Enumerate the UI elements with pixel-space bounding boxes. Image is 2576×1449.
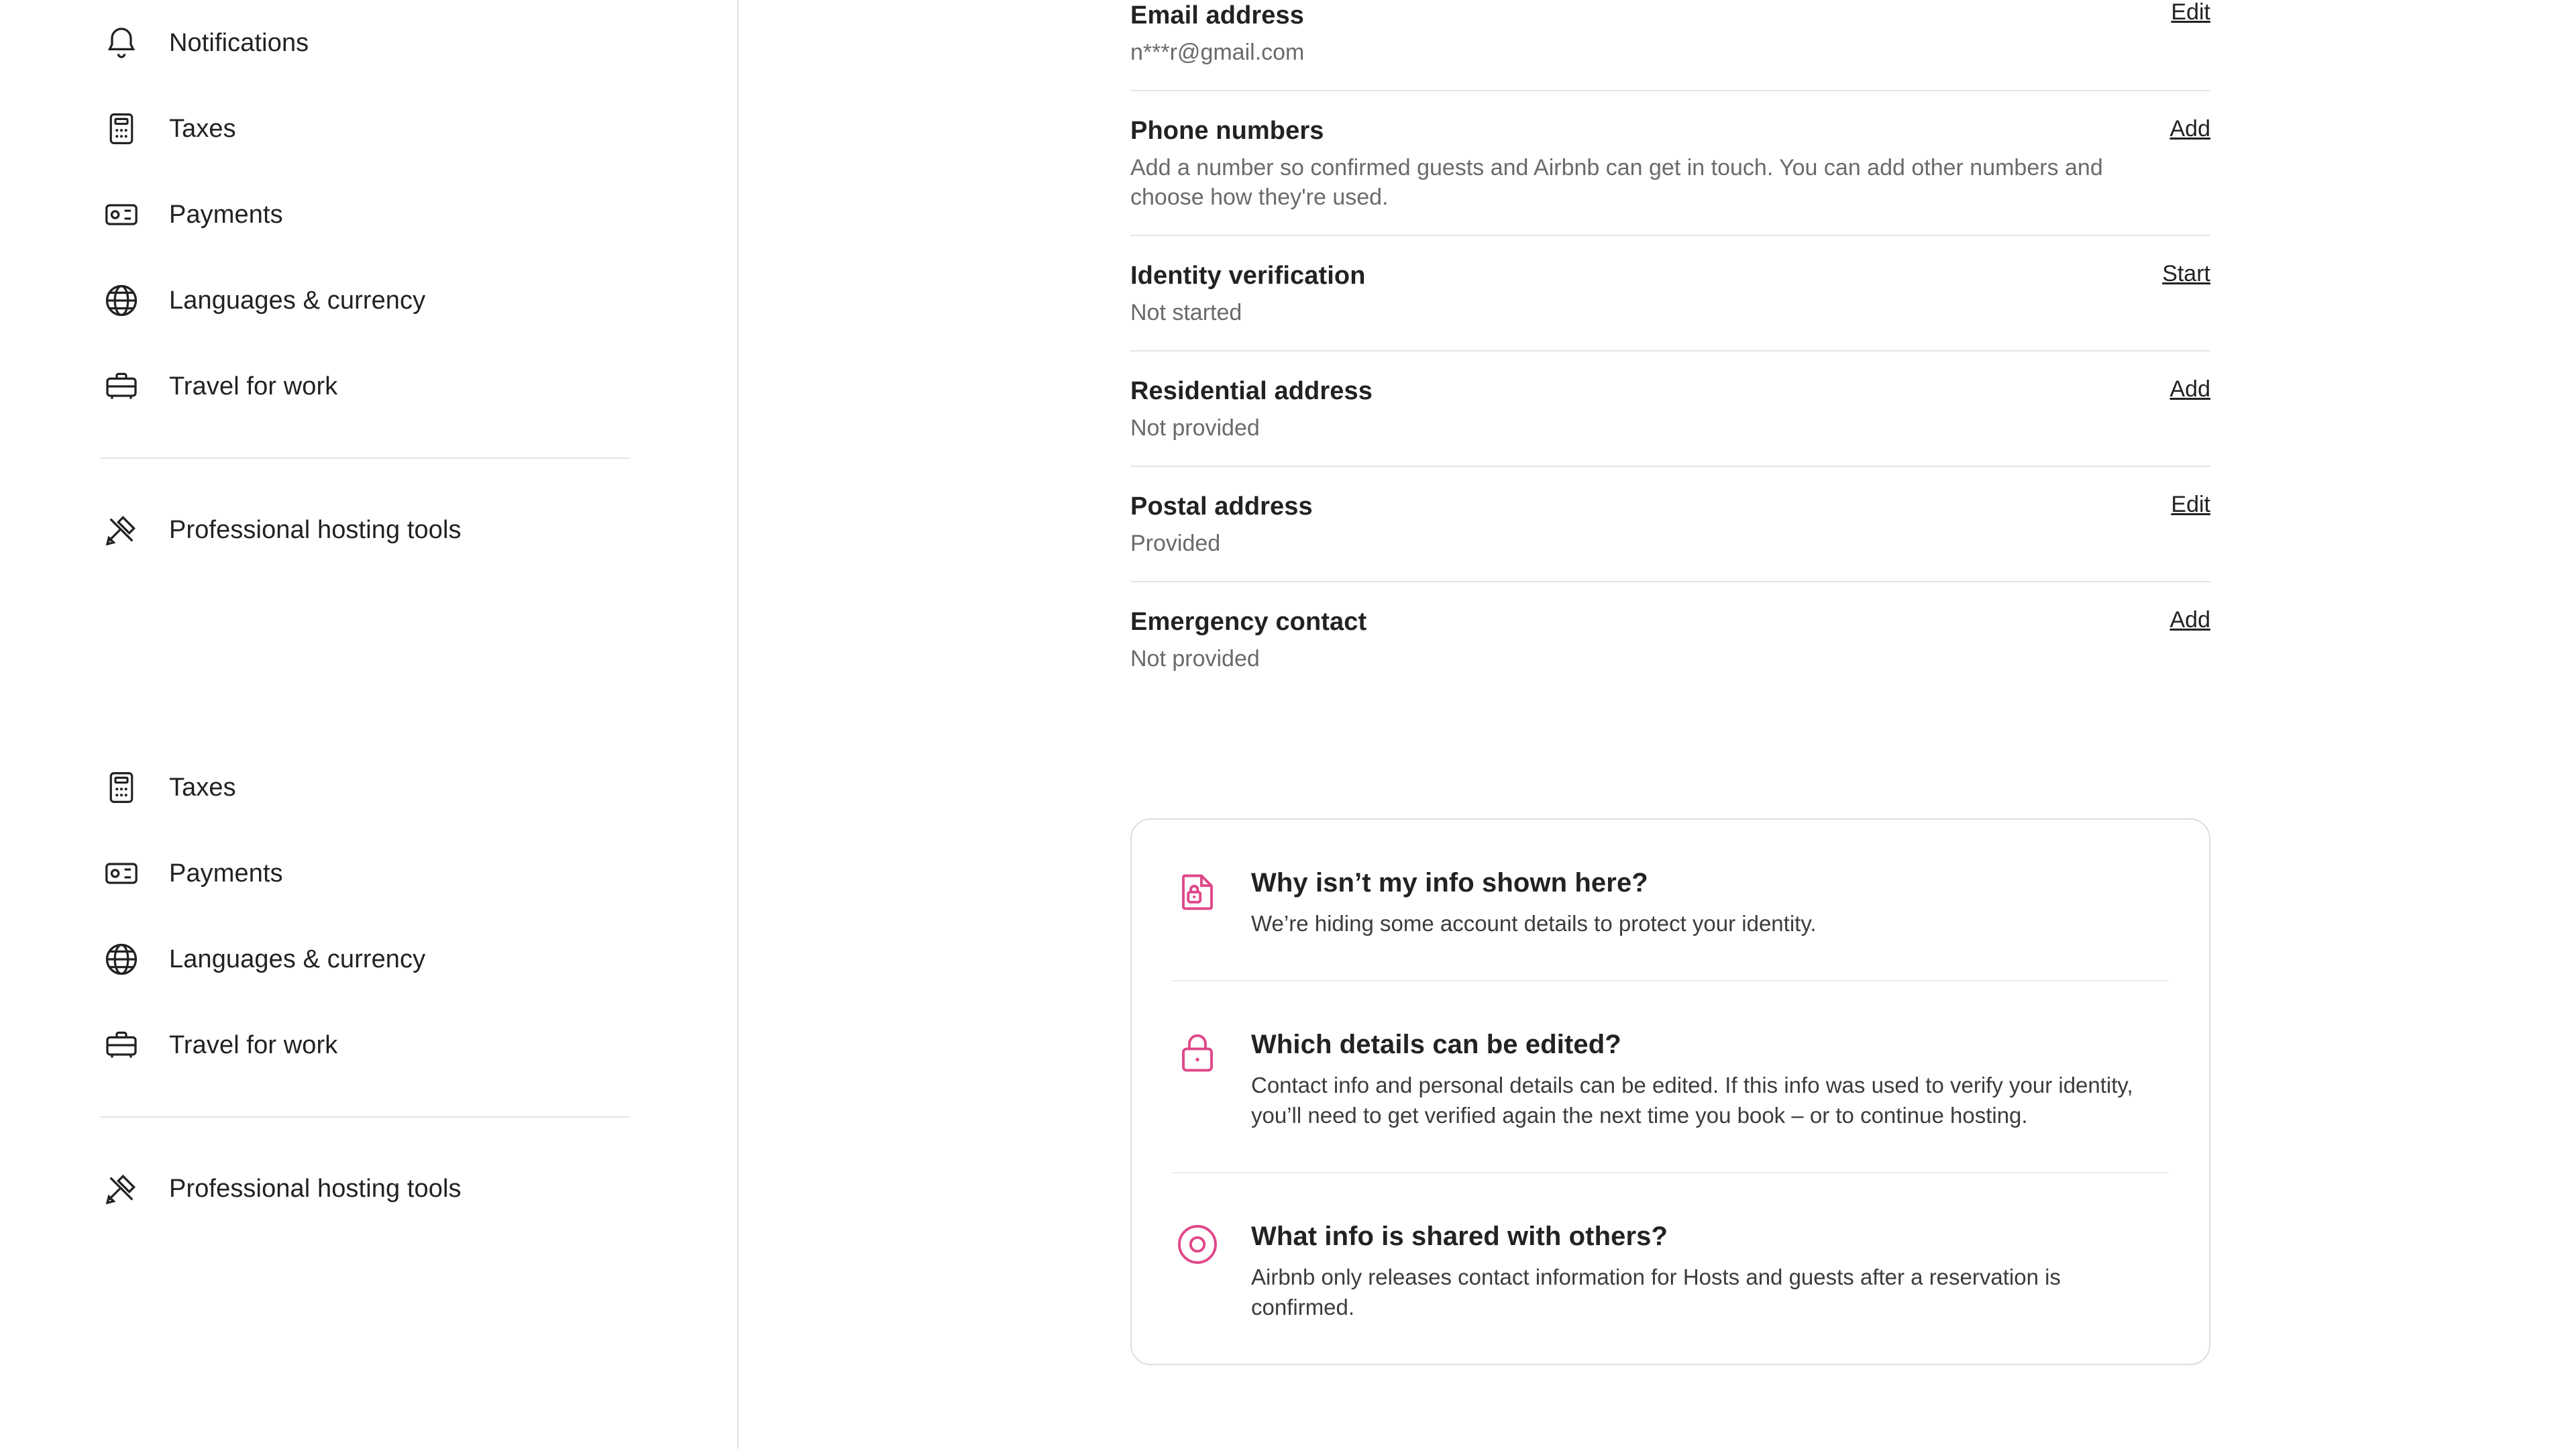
globe-icon (101, 280, 142, 321)
sidebar-item-label: Languages & currency (169, 286, 426, 315)
tools-icon (101, 509, 142, 551)
row-title: Residential address (1130, 377, 1373, 405)
lock-document-icon (1172, 867, 1223, 918)
briefcase-icon (101, 366, 142, 407)
personal-info-list (1130, 0, 2210, 1365)
row-emergency-contact (1130, 582, 2210, 696)
sidebar-item-label: Professional hosting tools (169, 516, 462, 544)
row-value: Add a number so confirmed guests and Airbnb can get in touch. You can add other numbers and choose how they're used. (1130, 155, 2103, 210)
sidebar-item-professional-hosting-tools-2[interactable] (101, 1146, 738, 1232)
sidebar-item-label: Payments (169, 859, 283, 888)
row-email-address (1130, 0, 2210, 91)
edit-postal-address-button[interactable]: Edit (2171, 492, 2210, 517)
row-title: Identity verification (1130, 262, 1366, 290)
sidebar-item-label: Professional hosting tools (169, 1175, 462, 1203)
sidebar-item-label: Travel for work (169, 1031, 338, 1059)
sidebar-item-taxes[interactable] (101, 86, 738, 172)
add-residential-address-button[interactable]: Add (2169, 376, 2210, 402)
receipt-icon (101, 767, 142, 808)
sidebar-item-label: Notifications (169, 29, 309, 57)
card-icon (101, 853, 142, 894)
row-postal-address (1130, 467, 2210, 582)
sidebar (0, 0, 738, 1449)
info-title: Which details can be edited? (1251, 1030, 1621, 1059)
add-phone-button[interactable]: Add (2169, 116, 2210, 142)
tools-icon (101, 1168, 142, 1210)
sidebar-item-professional-hosting-tools[interactable] (101, 487, 738, 573)
row-residential-address (1130, 352, 2210, 467)
row-title: Email address (1130, 1, 1304, 30)
row-value: n***r@gmail.com (1130, 40, 1305, 65)
sidebar-item-payments[interactable] (101, 172, 738, 258)
sidebar-item-travel-for-work[interactable] (101, 343, 738, 429)
briefcase-icon (101, 1024, 142, 1066)
row-title: Postal address (1130, 492, 1313, 521)
sidebar-item-payments-2[interactable] (101, 830, 738, 916)
sidebar-item-notifications[interactable] (101, 0, 738, 86)
sidebar-item-languages-currency-2[interactable] (101, 916, 738, 1002)
row-value: Not started (1130, 300, 1242, 325)
row-title: Emergency contact (1130, 608, 1367, 636)
info-block-why-not-shown (1172, 820, 2169, 981)
main-content (738, 0, 2576, 1449)
sidebar-item-label: Travel for work (169, 372, 338, 400)
sidebar-item-travel-for-work-2[interactable] (101, 1002, 738, 1088)
info-desc: Airbnb only releases contact information for Hosts and guests after a reservation is confirmed. (1251, 1265, 2061, 1320)
sidebar-item-label: Payments (169, 201, 283, 229)
sidebar-item-label: Taxes (169, 115, 236, 143)
padlock-icon (1172, 1028, 1223, 1079)
row-value: Not provided (1130, 646, 1260, 672)
info-desc: Contact info and personal details can be edited. If this info was used to verify your identity, you’ll need to get verified again the next time you book – or to continue hosting. (1251, 1073, 2133, 1128)
row-identity-verification (1130, 236, 2210, 352)
sidebar-item-label: Taxes (169, 773, 236, 802)
info-block-what-info-shared (1172, 1173, 2169, 1364)
sidebar-divider-1 (101, 458, 631, 459)
add-emergency-contact-button[interactable]: Add (2169, 607, 2210, 633)
card-icon (101, 194, 142, 235)
receipt-icon (101, 108, 142, 150)
sidebar-item-languages-currency[interactable] (101, 258, 738, 343)
globe-icon (101, 938, 142, 980)
info-card (1130, 818, 2210, 1365)
info-title: Why isn’t my info shown here? (1251, 868, 1648, 898)
info-desc: We’re hiding some account details to protect your identity. (1251, 911, 1817, 936)
privacy-circle-icon (1172, 1220, 1223, 1271)
sidebar-divider-2 (101, 1116, 631, 1118)
row-value: Provided (1130, 531, 1221, 556)
sidebar-item-label: Languages & currency (169, 945, 426, 973)
row-value: Not provided (1130, 415, 1260, 441)
row-phone-numbers (1130, 91, 2210, 236)
start-identity-verification-button[interactable]: Start (2162, 261, 2210, 286)
sidebar-spacer (101, 573, 738, 745)
edit-email-button[interactable]: Edit (2171, 0, 2210, 25)
sidebar-item-taxes-2[interactable] (101, 745, 738, 830)
bell-icon (101, 22, 142, 64)
info-block-which-details-editable (1172, 981, 2169, 1173)
row-title: Phone numbers (1130, 117, 1324, 145)
info-title: What info is shared with others? (1251, 1222, 1668, 1251)
